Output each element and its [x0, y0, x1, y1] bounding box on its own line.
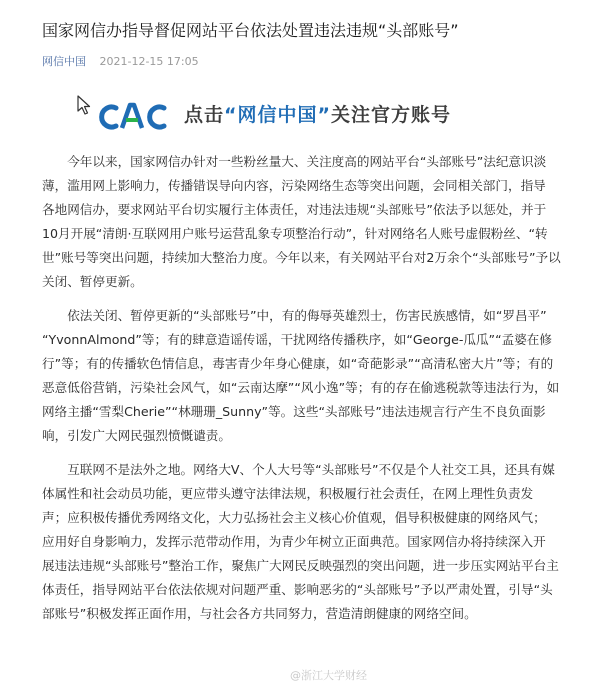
paragraph-3 — [42, 458, 575, 626]
text-line: 应用好自身影响力，发挥示范带动作用，为青少年树立正面典范。国家网信办将持续深入开 — [42, 534, 546, 549]
text-line: 体属性和社会动员功能，更应带头遵守法律法规，积极履行社会责任，在网上理性负责发 — [42, 486, 534, 501]
text-line: 互联网不是法外之地。网络大V、个人大号等“头部账号”不仅是个人社交工具，还具有媒 — [67, 462, 555, 477]
cac-logo — [96, 98, 172, 134]
text-line: 体责任，指导网站平台依法依规对问题严重、影响恶劣的“头部账号”予以严肃处置，引导“头 — [42, 582, 553, 597]
text-line: 响，引发广大网民强烈愤慨谴责。 — [42, 428, 231, 443]
text-line: 展违法违规“头部账号”整治工作，聚焦广大网民反映强烈的突出问题，进一步压实网站平台主 — [42, 558, 559, 573]
article-source-link[interactable]: 网信中国 — [42, 55, 86, 68]
text-line: 10月开展“清朗·互联网用户账号运营乱象专项整治行动”，针对网络名人账号虚假粉丝、“转 — [42, 226, 548, 241]
text-line: 依法关闭、暂停更新的“头部账号”中，有的侮辱英雄烈士，伤害民族感情，如“罗昌平” — [67, 308, 547, 323]
text-line: 声；应积极传播优秀网络文化，大力弘扬社会主义核心价值观，倡导积极健康的网络风气； — [42, 510, 546, 525]
banner-suffix: 关注官方账号 — [331, 104, 452, 126]
text-line: “YvonnAlmond”等；有的肆意造谣传谣，干扰网络传播秩序，如“George-瓜瓜”“孟婆在修 — [42, 332, 552, 347]
banner-caption — [184, 102, 451, 128]
text-line: 部账号”积极发挥正面作用，与社会各方共同努力，营造清朗健康的网络空间。 — [42, 606, 477, 621]
banner-prefix: 点击 — [184, 104, 225, 126]
watermark: @浙江大学财经 — [290, 669, 367, 682]
mouse-cursor-icon — [77, 95, 91, 115]
article-body — [42, 150, 575, 636]
banner-highlight: “网信中国” — [224, 104, 331, 126]
follow-banner[interactable] — [96, 98, 566, 134]
text-line: 恶意低俗营销，污染社会风气，如“云南达摩”“风小逸”等；有的存在偷逃税款等违法行为，如 — [42, 380, 560, 395]
paragraph-2 — [42, 304, 575, 448]
text-line: 关闭、暂停更新。 — [42, 274, 143, 289]
paragraph-1 — [42, 150, 575, 294]
text-line: 行”等；有的传播软色情信息，毒害青少年身心健康，如“奇葩影录”“高清私密大片”等；有的 — [42, 356, 554, 371]
article-title: 国家网信办指导督促网站平台依法处置违法违规“头部账号” — [42, 21, 459, 40]
text-line: 薄，滥用网上影响力，传播错误导向内容，污染网络生态等突出问题，会同相关部门，指导 — [42, 178, 546, 193]
text-line: 今年以来，国家网信办针对一些粉丝量大、关注度高的网站平台“头部账号”法纪意识淡 — [67, 154, 547, 169]
text-line: 世”账号等突出问题，持续加大整治力度。今年以来，有关网站平台对2万余个“头部账号”予以 — [42, 250, 561, 265]
article-meta — [42, 55, 199, 69]
text-line: 网络主播“雪梨Cherie”“林珊珊_Sunny”等。这些“头部账号”违法违规言行产生不良负面影 — [42, 404, 546, 419]
article-date: 2021-12-15 17:05 — [99, 55, 199, 68]
text-line: 各地网信办，要求网站平台切实履行主体责任，对违法违规“头部账号”依法予以惩处，并于 — [42, 202, 547, 217]
